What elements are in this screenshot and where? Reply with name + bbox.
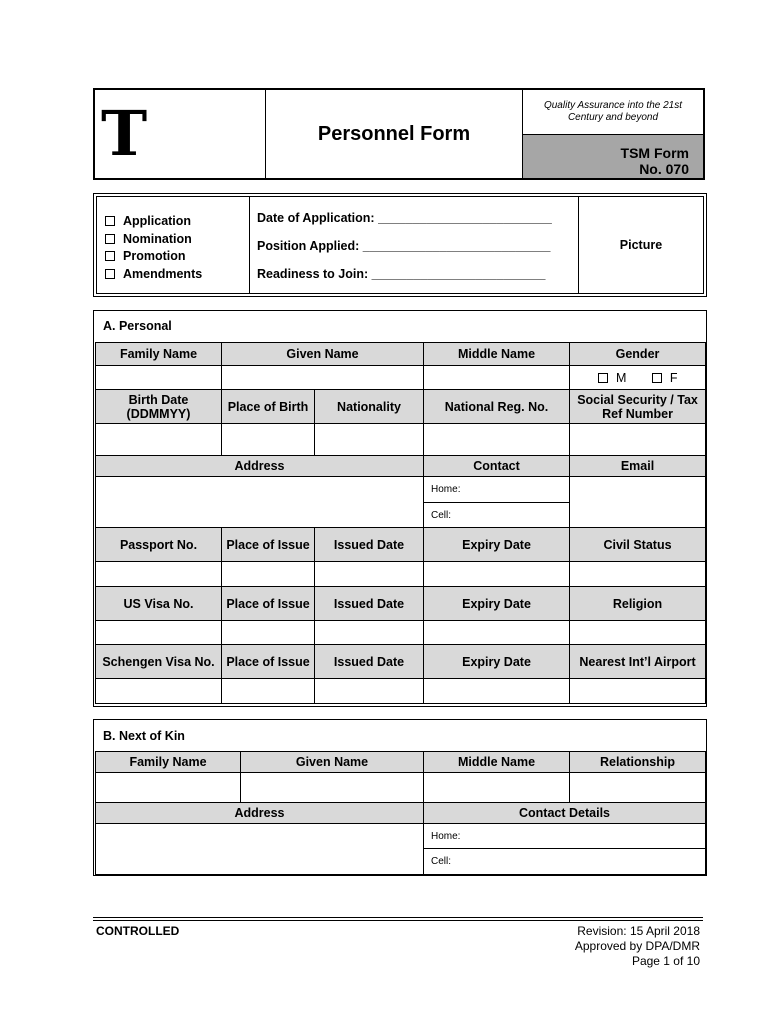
header-family-name: Family Name <box>96 343 222 366</box>
header-kin-middle-name: Middle Name <box>424 752 570 773</box>
header-kin-given-name: Given Name <box>241 752 424 773</box>
contact-home-field[interactable]: Home: <box>424 477 570 503</box>
header-relationship: Relationship <box>570 752 706 773</box>
gender-m-checkbox[interactable] <box>598 373 608 383</box>
option-label: Promotion <box>123 249 186 263</box>
national-reg-field[interactable] <box>424 424 570 456</box>
option-label: Nomination <box>123 232 192 246</box>
header-schengen-place: Place of Issue <box>222 645 315 679</box>
checkbox[interactable] <box>105 216 115 226</box>
company-logo: T <box>101 97 148 170</box>
checkbox[interactable] <box>105 234 115 244</box>
option-promotion[interactable] <box>105 249 186 263</box>
tagline-line2: Century and beyond <box>567 112 659 123</box>
header-birth-date: Birth Date (DDMMYY) <box>96 390 222 424</box>
birth-date-field[interactable] <box>96 424 222 456</box>
header-kin-address: Address <box>96 803 424 824</box>
position-applied-field[interactable]: Position Applied: ___________________________ <box>257 239 551 253</box>
form-number-line2: No. 070 <box>639 161 689 177</box>
us-visa-expiry-field[interactable] <box>424 621 570 645</box>
section-title: A. Personal <box>103 319 172 333</box>
header-social-security: Social Security / Tax Ref Number <box>570 390 706 424</box>
approved-by: Approved by DPA/DMR <box>574 939 700 953</box>
footer-divider <box>93 917 703 918</box>
logo-cell <box>95 90 266 178</box>
nearest-airport-field[interactable] <box>570 679 706 704</box>
address-field[interactable] <box>96 477 424 528</box>
tagline <box>523 90 703 135</box>
option-label: Amendments <box>123 267 203 281</box>
header-us-visa-expiry: Expiry Date <box>424 587 570 621</box>
us-visa-place-field[interactable] <box>222 621 315 645</box>
option-amendments[interactable] <box>105 267 202 281</box>
date-of-application-field[interactable]: Date of Application: _________________________ <box>257 211 552 225</box>
passport-place-field[interactable] <box>222 562 315 587</box>
header-schengen-issued: Issued Date <box>315 645 424 679</box>
us-visa-no-field[interactable] <box>96 621 222 645</box>
picture-box[interactable]: Picture <box>619 238 663 252</box>
section-title: B. Next of Kin <box>103 729 185 743</box>
nationality-field[interactable] <box>315 424 424 456</box>
place-of-birth-field[interactable] <box>222 424 315 456</box>
header-address: Address <box>96 456 424 477</box>
gender-field <box>570 366 706 390</box>
passport-expiry-field[interactable] <box>424 562 570 587</box>
header-contact: Contact <box>424 456 570 477</box>
social-security-field[interactable] <box>570 424 706 456</box>
email-field[interactable] <box>570 477 706 528</box>
section-next-of-kin <box>93 719 707 876</box>
given-name-field[interactable] <box>222 366 424 390</box>
passport-issued-field[interactable] <box>315 562 424 587</box>
form-number <box>523 135 703 178</box>
header-given-name: Given Name <box>222 343 424 366</box>
option-nomination[interactable] <box>105 232 192 246</box>
header-email: Email <box>570 456 706 477</box>
gender-f-label: F <box>669 370 678 385</box>
kin-family-name-field[interactable] <box>96 773 241 803</box>
kin-address-field[interactable] <box>96 824 424 875</box>
header-passport-no: Passport No. <box>96 528 222 562</box>
footer-divider <box>93 920 703 921</box>
passport-no-field[interactable] <box>96 562 222 587</box>
kin-middle-name-field[interactable] <box>424 773 570 803</box>
header-schengen-expiry: Expiry Date <box>424 645 570 679</box>
header-nearest-airport: Nearest Int’l Airport <box>570 645 706 679</box>
next-of-kin-table <box>95 751 706 875</box>
header-kin-family-name: Family Name <box>96 752 241 773</box>
us-visa-issued-field[interactable] <box>315 621 424 645</box>
schengen-visa-no-field[interactable] <box>96 679 222 704</box>
header-nationality: Nationality <box>315 390 424 424</box>
middle-name-field[interactable] <box>424 366 570 390</box>
schengen-expiry-field[interactable] <box>424 679 570 704</box>
header-passport-place: Place of Issue <box>222 528 315 562</box>
personal-table <box>95 342 706 704</box>
readiness-field[interactable]: Readiness to Join: _________________________ <box>257 267 546 281</box>
gender-m-label: M <box>616 370 627 385</box>
revision-date: Revision: 15 April 2018 <box>577 924 700 938</box>
header-middle-name: Middle Name <box>424 343 570 366</box>
civil-status-field[interactable] <box>570 562 706 587</box>
header-passport-expiry: Expiry Date <box>424 528 570 562</box>
header-us-visa-no: US Visa No. <box>96 587 222 621</box>
header-place-of-birth: Place of Birth <box>222 390 315 424</box>
contact-cell-field[interactable]: Cell: <box>424 503 570 528</box>
form-title: Personnel Form <box>266 90 523 178</box>
header-civil-status: Civil Status <box>570 528 706 562</box>
gender-f-checkbox[interactable] <box>652 373 662 383</box>
option-label: Application <box>123 214 192 228</box>
application-dates <box>250 197 579 293</box>
header-religion: Religion <box>570 587 706 621</box>
header-national-reg: National Reg. No. <box>424 390 570 424</box>
application-box <box>93 193 707 297</box>
tagline-line1: Quality Assurance into the 21st <box>543 100 683 111</box>
schengen-place-field[interactable] <box>222 679 315 704</box>
header-us-visa-issued: Issued Date <box>315 587 424 621</box>
controlled-label: CONTROLLED <box>96 924 180 938</box>
kin-contact-home-field[interactable]: Home: <box>424 824 706 849</box>
option-application[interactable] <box>105 214 191 228</box>
schengen-issued-field[interactable] <box>315 679 424 704</box>
relationship-field[interactable] <box>570 773 706 803</box>
section-personal <box>93 310 707 707</box>
form-header <box>93 88 705 180</box>
kin-given-name-field[interactable] <box>241 773 424 803</box>
revision-info <box>575 924 700 969</box>
header-schengen-visa-no: Schengen Visa No. <box>96 645 222 679</box>
checkbox[interactable] <box>105 251 115 261</box>
family-name-field[interactable] <box>96 366 222 390</box>
header-contact-details: Contact Details <box>424 803 706 824</box>
page-number: Page 1 of 10 <box>631 954 700 968</box>
religion-field[interactable] <box>570 621 706 645</box>
kin-contact-cell-field[interactable]: Cell: <box>424 849 706 875</box>
application-type-list <box>97 197 250 293</box>
header-us-visa-place: Place of Issue <box>222 587 315 621</box>
header-passport-issued: Issued Date <box>315 528 424 562</box>
header-gender: Gender <box>570 343 706 366</box>
checkbox[interactable] <box>105 269 115 279</box>
form-number-line1: TSM Form <box>620 145 689 161</box>
